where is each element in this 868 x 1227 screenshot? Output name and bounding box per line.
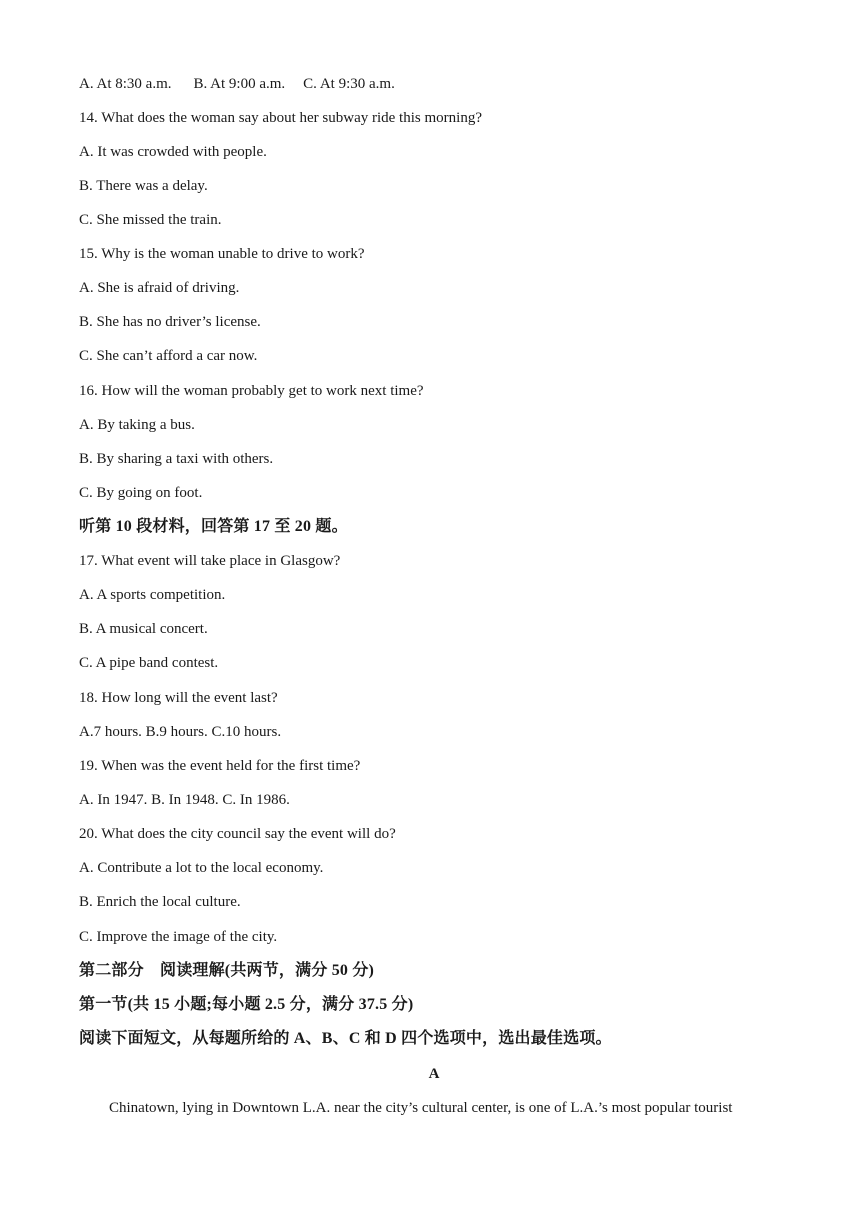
q16-option-b: B. By sharing a taxi with others. [79, 451, 274, 467]
q20-option-c: C. Improve the image of the city. [79, 929, 278, 945]
q16-option-a: A. By taking a bus. [79, 417, 195, 433]
q14-option-c: C. She missed the train. [79, 212, 222, 228]
passage-first-line: Chinatown, lying in Downtown L.A. near the city’s cultural center, is one of L.A.’s most popular tourist [109, 1100, 733, 1116]
q16-option-c: C. By going on foot. [79, 485, 203, 501]
passage-label: A [428, 1066, 440, 1082]
q18-options: A.7 hours. B.9 hours. C.10 hours. [79, 724, 282, 740]
section1-heading: 第一节(共 15 小题;每小题 2.5 分，满分 37.5 分) [79, 996, 414, 1013]
section10-heading: 听第 10 段材料，回答第 17 至 20 题。 [79, 518, 348, 535]
q16-question: 16. How will the woman probably get to work next time? [79, 383, 424, 399]
q13-options [79, 75, 395, 93]
q15-question: 15. Why is the woman unable to drive to work? [79, 246, 365, 262]
q14-option-a: A. It was crowded with people. [79, 144, 267, 160]
q15-option-a: A. She is afraid of driving. [79, 280, 240, 296]
q14-question: 14. What does the woman say about her subway ride this morning? [79, 110, 482, 126]
q18-question: 18. How long will the event last? [79, 690, 278, 706]
q19-options: A. In 1947. B. In 1948. C. In 1986. [79, 792, 290, 808]
q13-option-b: B. At 9:00 a.m. [193, 76, 286, 92]
q15-option-c: C. She can’t afford a car now. [79, 348, 258, 364]
q19-question: 19. When was the event held for the first time? [79, 758, 361, 774]
q17-option-b: B. A musical concert. [79, 621, 208, 637]
part2-heading: 第二部分 阅读理解(共两节，满分 50 分) [79, 962, 375, 979]
reading-instructions: 阅读下面短文，从每题所给的 A、B、C 和 D 四个选项中，选出最佳选项。 [79, 1030, 612, 1047]
q17-question: 17. What event will take place in Glasgow? [79, 553, 341, 569]
q13-option-a: A. At 8:30 a.m. [79, 76, 172, 92]
q20-option-a: A. Contribute a lot to the local economy. [79, 860, 324, 876]
q15-option-b: B. She has no driver’s license. [79, 314, 261, 330]
q14-option-b: B. There was a delay. [79, 178, 208, 194]
q20-option-b: B. Enrich the local culture. [79, 894, 241, 910]
q13-option-c: C. At 9:30 a.m. [303, 76, 395, 92]
q17-option-a: A. A sports competition. [79, 587, 226, 603]
q20-question: 20. What does the city council say the event will do? [79, 826, 396, 842]
q17-option-c: C. A pipe band contest. [79, 655, 219, 671]
